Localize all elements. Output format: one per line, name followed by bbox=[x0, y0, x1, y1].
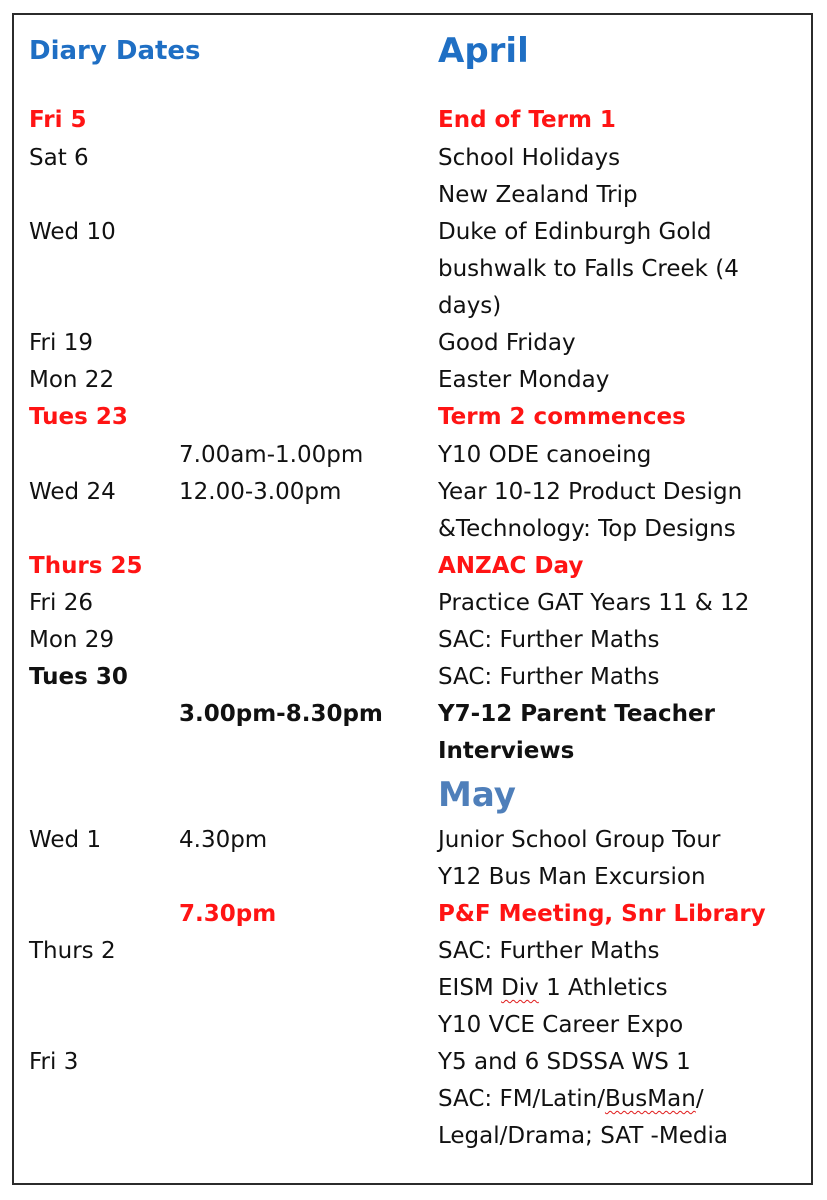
row-date: Fri 3 bbox=[29, 1049, 79, 1075]
diary-row bbox=[0, 1044, 827, 1081]
row-event: Legal/Drama; SAT -Media bbox=[438, 1123, 728, 1149]
row-event: Y12 Bus Man Excursion bbox=[438, 864, 706, 890]
event-text: EISM bbox=[438, 975, 494, 1001]
diary-row bbox=[0, 659, 827, 696]
diary-row bbox=[0, 1081, 827, 1118]
row-date: Sat 6 bbox=[29, 145, 89, 171]
row-event: Y10 ODE canoeing bbox=[438, 442, 652, 468]
row-event: Junior School Group Tour bbox=[438, 827, 721, 853]
row-event: End of Term 1 bbox=[438, 107, 616, 133]
diary-row bbox=[0, 1118, 827, 1155]
row-event: Easter Monday bbox=[438, 367, 610, 393]
diary-row bbox=[0, 251, 827, 288]
row-event: SAC: Further Maths bbox=[438, 938, 660, 964]
row-event: Year 10-12 Product Design bbox=[438, 479, 743, 505]
month-may-heading: May bbox=[438, 775, 516, 815]
row-event bbox=[438, 1081, 704, 1118]
diary-row bbox=[0, 511, 827, 548]
diary-row bbox=[0, 214, 827, 251]
diary-row bbox=[0, 177, 827, 214]
diary-row bbox=[0, 822, 827, 859]
diary-row bbox=[0, 859, 827, 896]
row-event: P&F Meeting, Snr Library bbox=[438, 901, 766, 927]
diary-row bbox=[0, 102, 827, 139]
row-date: Fri 19 bbox=[29, 330, 93, 356]
row-event: days) bbox=[438, 293, 502, 319]
row-event: SAC: Further Maths bbox=[438, 664, 660, 690]
diary-row bbox=[0, 1007, 827, 1044]
diary-row bbox=[0, 896, 827, 933]
row-event: Practice GAT Years 11 & 12 bbox=[438, 590, 750, 616]
row-event: School Holidays bbox=[438, 145, 621, 171]
row-event: Y10 VCE Career Expo bbox=[438, 1012, 684, 1038]
diary-row bbox=[0, 733, 827, 770]
row-date: Mon 29 bbox=[29, 627, 115, 653]
row-time: 3.00pm-8.30pm bbox=[179, 701, 383, 727]
diary-row bbox=[0, 325, 827, 362]
row-date: Mon 22 bbox=[29, 367, 115, 393]
row-event: Good Friday bbox=[438, 330, 576, 356]
row-date: Thurs 2 bbox=[29, 938, 116, 964]
row-date: Thurs 25 bbox=[29, 553, 143, 579]
row-time: 4.30pm bbox=[179, 827, 268, 853]
row-date: Tues 30 bbox=[29, 664, 128, 690]
spelling-flagged-word: BusMan bbox=[604, 1086, 696, 1112]
diary-row bbox=[0, 933, 827, 970]
row-date: Wed 24 bbox=[29, 479, 116, 505]
row-date: Fri 5 bbox=[29, 107, 87, 133]
diary-row bbox=[0, 140, 827, 177]
event-text: SAC: FM/Latin/ bbox=[438, 1086, 605, 1112]
diary-row bbox=[0, 288, 827, 325]
row-event: SAC: Further Maths bbox=[438, 627, 660, 653]
row-date: Fri 26 bbox=[29, 590, 93, 616]
diary-row bbox=[0, 696, 827, 733]
diary-row bbox=[0, 548, 827, 585]
row-date: Wed 10 bbox=[29, 219, 116, 245]
month-april-heading: April bbox=[438, 31, 529, 71]
row-event: bushwalk to Falls Creek (4 bbox=[438, 256, 739, 282]
row-time: 7.30pm bbox=[179, 901, 277, 927]
row-time: 7.00am-1.00pm bbox=[179, 442, 364, 468]
event-text-tail: / bbox=[695, 1086, 704, 1112]
diary-dates-heading: Diary Dates bbox=[29, 36, 201, 66]
row-event: New Zealand Trip bbox=[438, 182, 638, 208]
diary-row bbox=[0, 362, 827, 399]
row-event: Y5 and 6 SDSSA WS 1 bbox=[438, 1049, 691, 1075]
diary-row bbox=[0, 474, 827, 511]
row-time: 12.00-3.00pm bbox=[179, 479, 342, 505]
row-event: Term 2 commences bbox=[438, 404, 686, 430]
row-event: ANZAC Day bbox=[438, 553, 584, 579]
diary-row bbox=[0, 437, 827, 474]
diary-row bbox=[0, 585, 827, 622]
row-date: Wed 1 bbox=[29, 827, 102, 853]
diary-row bbox=[0, 399, 827, 436]
event-text-tail: 1 Athletics bbox=[538, 975, 668, 1001]
row-date: Tues 23 bbox=[29, 404, 128, 430]
row-event bbox=[438, 970, 668, 1007]
row-event: Duke of Edinburgh Gold bbox=[438, 219, 712, 245]
spelling-flagged-word: Div bbox=[501, 975, 539, 1001]
row-event: &Technology: Top Designs bbox=[438, 516, 736, 542]
diary-row bbox=[0, 970, 827, 1007]
row-event: Y7-12 Parent Teacher bbox=[438, 701, 715, 727]
diary-row bbox=[0, 622, 827, 659]
row-event: Interviews bbox=[438, 738, 575, 764]
